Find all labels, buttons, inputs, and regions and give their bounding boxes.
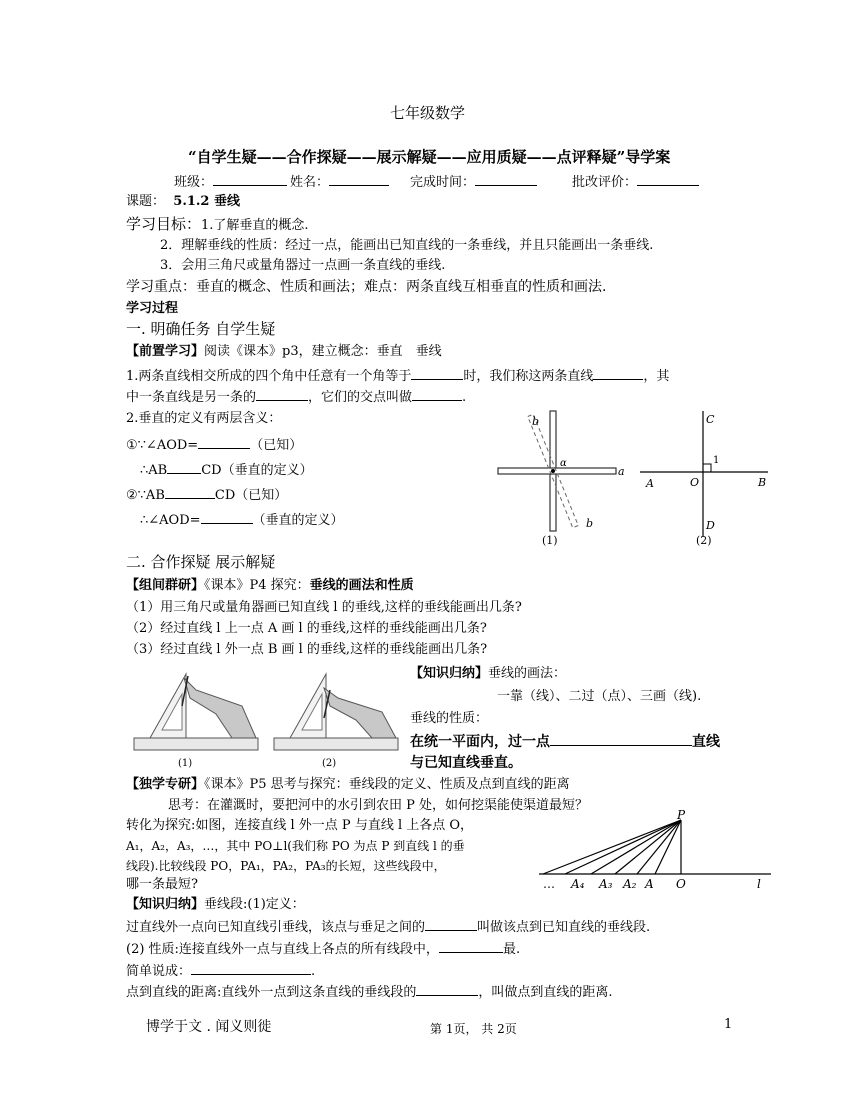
simple-statement: 简单说成： . [126, 961, 315, 981]
segment-property: (2) 性质:连接直线外一点与直线上各点的所有线段中， 最. [126, 939, 520, 959]
segment-definition: 过直线外一点向已知直线引垂线，该点与垂足之间的 叫做该点到已知直线的垂线段. [126, 917, 650, 937]
def-line3: ②∵AB CD（已知） [126, 485, 287, 505]
label-alpha: α [560, 458, 567, 469]
self-study: 【独学专研】《课本》P5 思考与探究：垂线段的定义、性质及点到直线的距离 [126, 777, 570, 792]
point-O: O [676, 877, 686, 891]
fig-label-2: (2) [322, 758, 337, 769]
grade-title: 七年级数学 [390, 104, 466, 122]
drawing-illustration-1 [134, 674, 258, 750]
q1-line1: 1.两条直线相交所成的四个角中任意有一个角等于 时，我们称这两条直线 ，其 [126, 366, 669, 386]
perpendicular-segment-figure [535, 810, 775, 892]
class-field: 班级： [174, 172, 287, 192]
ruler-cross-illustration [498, 411, 616, 531]
topic-line: 课题： 5.1.2 垂线 [126, 194, 240, 209]
footer-motto: 博学于文 . 闻义则徙 [146, 1019, 272, 1035]
def-line1: ①∵∠AOD= （已知） [126, 435, 302, 455]
doc-title: “自学生疑——合作探疑——展示解疑——应用质疑——点评释疑”导学案 [188, 148, 671, 166]
objective-3: 3．会用三角尺或量角器过一点画一条直线的垂线. [160, 258, 446, 273]
think-line: 思考：在灌溉时，要把河中的水引到农田 P 处，如何挖渠能使渠道最短？ [168, 798, 589, 813]
distance-definition: 点到直线的距离:直线外一点到这条直线的垂线段的 ，叫做点到直线的距离. [126, 982, 613, 1002]
name-field: 姓名： [290, 172, 389, 192]
point-P: P [677, 810, 686, 822]
q2-line: 2.垂直的定义有两层含义： [126, 411, 282, 426]
time-field: 完成时间： [410, 172, 537, 192]
def-line2: ∴AB CD（垂直的定义） [140, 460, 313, 480]
objective-2: 2．理解垂线的性质：经过一点，能画出已知直线的一条垂线，并且只能画出一条垂线. [160, 238, 654, 253]
label-b: b [532, 415, 540, 428]
section1-title: 一. 明确任务 自学生疑 [126, 320, 276, 338]
perpendicular-lines [640, 411, 768, 537]
property-line1: 在统一平面内，过一点 直线 [410, 734, 720, 750]
explore-text-2: A₁，A₂，A₃，…，其中 PO⊥l(我们称 PO 为点 P 到直线 l 的垂 [126, 839, 465, 853]
label-C: C [706, 413, 715, 426]
property-line2: 与已知直线垂直。 [410, 755, 522, 771]
ellipsis: … [543, 877, 555, 891]
label-O: O [690, 476, 700, 489]
label-b2: b [586, 517, 594, 530]
q1-line2: 中一条直线是另一条的 ，它们的交点叫做 . [126, 387, 466, 407]
line-l: l [757, 877, 761, 891]
explore-text-3: 线段).比较线段 PO，PA₁，PA₂，PA₃的长短，这些线段中， [126, 859, 446, 873]
label-A: A [646, 477, 654, 490]
drawing-illustration-2 [274, 674, 398, 750]
explore-q1: （1）用三角尺或量角器画已知直线 l 的垂线,这样的垂线能画出几条? [126, 600, 522, 615]
label-a: a [618, 465, 625, 478]
point-A4: A₄ [571, 877, 585, 891]
pre-study: 【前置学习】阅读《课本》p3，建立概念：垂直 垂线 [126, 344, 442, 359]
eval-field: 批改评价： [572, 172, 699, 192]
fig1-label: (1) [542, 534, 558, 547]
triangle-ruler-figure [132, 668, 404, 772]
explore-text-4: 哪一条最短? [126, 877, 198, 892]
segment-summary: 【知识归纳】垂线段:(1)定义： [126, 897, 305, 912]
explore-q2: （2）经过直线 l 上一点 A 画 l 的垂线,这样的垂线能画出几条? [126, 621, 487, 636]
page-number: 1 [724, 1017, 733, 1032]
footer-page: 第 1页， 共 2页 [430, 1022, 517, 1036]
explore-text-1: 转化为探究:如图，连接直线 l 外一点 P 与直线 l 上各点 O， [126, 818, 474, 833]
label-1: 1 [713, 455, 720, 466]
point-A: A [645, 877, 654, 891]
property-label: 垂线的性质： [410, 711, 489, 726]
group-study: 【组间群研】《课本》P4 探究：垂线的画法和性质 [126, 578, 414, 593]
fig2-label: (2) [696, 534, 712, 547]
section2-title: 二. 合作探疑 展示解疑 [126, 553, 276, 571]
point-A3: A₃ [599, 877, 613, 891]
knowledge-summary: 【知识归纳】垂线的画法： [410, 666, 567, 681]
explore-q3: （3）经过直线 l 外一点 B 画 l 的垂线,这样的垂线能画出几条? [126, 642, 488, 657]
draw-method: 一靠（线）、二过（点）、三画（线). [497, 689, 702, 704]
label-Bpt: B [758, 476, 767, 489]
objective-1: 学习目标：1.了解垂直的概念. [126, 215, 309, 233]
fig-label-1: (1) [178, 758, 193, 769]
point-A2: A₂ [623, 877, 637, 891]
label-D: D [706, 519, 715, 532]
perpendicular-figure [490, 405, 780, 547]
process-title: 学习过程 [126, 301, 179, 316]
key-points: 学习重点：垂直的概念、性质和画法；难点：两条直线互相垂直的性质和画法. [126, 279, 607, 295]
def-line4: ∴∠AOD= （垂直的定义） [140, 510, 344, 530]
